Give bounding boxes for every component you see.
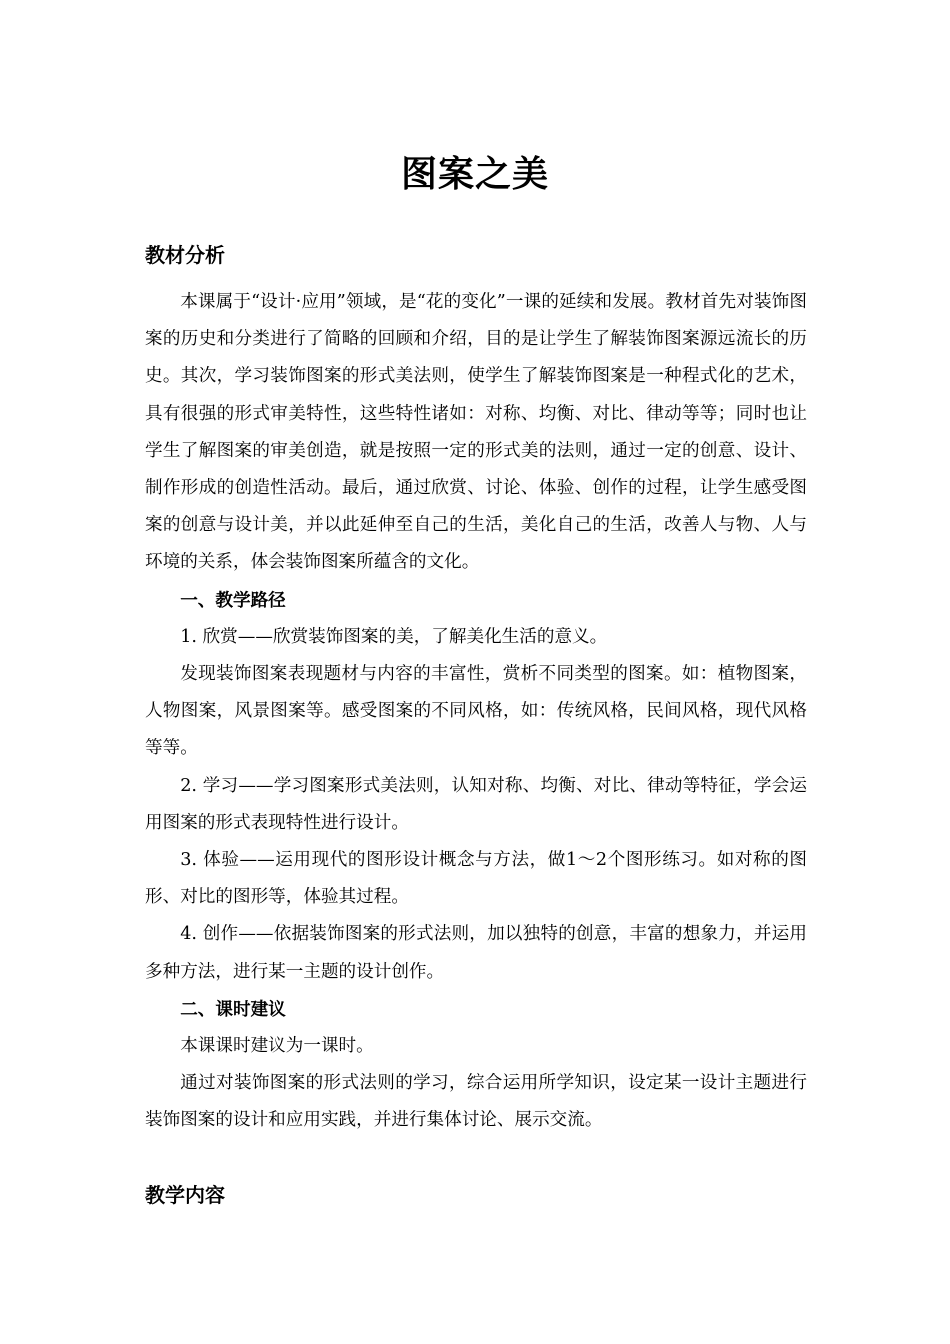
- step-paragraph-1-detail: 发现装饰图案表现题材与内容的丰富性，赏析不同类型的图案。如：植物图案，人物图案，风景图案等。感受图案的不同风格，如：传统风格，民间风格，现代风格等等。: [145, 664, 807, 759]
- step-paragraph-4: 4. 创作——依据装饰图案的形式法则，加以独特的创意，丰富的想象力，并运用多种方法，进行某一主题的设计创作。: [145, 924, 807, 982]
- lesson-paragraph-1: 本课课时建议为一课时。: [180, 1036, 374, 1057]
- section-heading-content: 教学内容: [145, 1183, 225, 1207]
- analysis-paragraph: 本课属于“设计·应用”领域，是“花的变化”一课的延续和发展。教材首先对装饰图案的历史和分类进行了简略的回顾和介绍，目的是让学生了解装饰图案源远流长的历史。其次，学习装饰图案的形式美法则，使学生了解装饰图案是一种程式化的艺术，具有很强的形式审美特性，这些特性诸如：对称、均衡、对比、律动等等；同时也让学生了解图案的审美创造，就是按照一定的形式美的法则，通过一定的创意、设计、制作形成的创造性活动。最后，通过欣赏、讨论、体验、创作的过程，让学生感受图案的创意与设计美，并以此延伸至自己的生活，美化自己的生活，改善人与物、人与环境的关系，体会装饰图案所蕴含的文化。: [145, 292, 807, 573]
- section-body-analysis: [145, 284, 807, 1140]
- step-paragraph-1: 1. 欣赏——欣赏装饰图案的美，了解美化生活的意义。: [180, 626, 608, 647]
- step-paragraph-3: 3. 体验——运用现代的图形设计概念与方法，做1～2个图形练习。如对称的图形、对比的图形等，体验其过程。: [145, 850, 807, 908]
- subheading-lesson-hours: 二、课时建议: [180, 998, 286, 1020]
- subheading-teaching-path: 一、教学路径: [180, 589, 286, 611]
- document-title: 图案之美: [400, 153, 549, 195]
- lesson-paragraph-2: 通过对装饰图案的形式法则的学习，综合运用所学知识，设定某一设计主题进行装饰图案的设计和应用实践，并进行集体讨论、展示交流。: [145, 1073, 807, 1131]
- step-paragraph-2: 2. 学习——学习图案形式美法则，认知对称、均衡、对比、律动等特征，学会运用图案的形式表现特性进行设计。: [145, 775, 807, 833]
- section-heading-analysis: 教材分析: [145, 243, 225, 267]
